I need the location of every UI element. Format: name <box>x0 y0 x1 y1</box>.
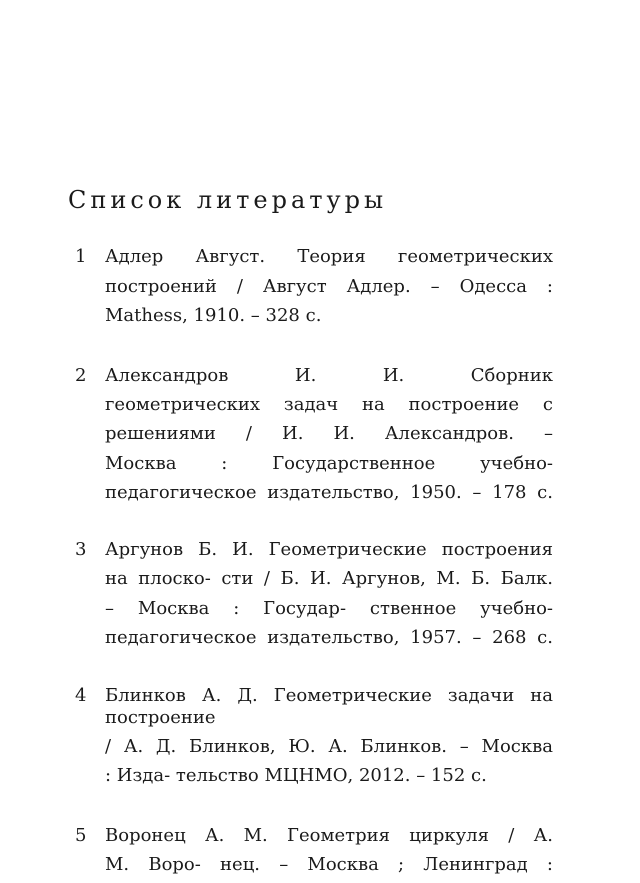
entry-line: педагогическое издательство, 1950. – 178 с. <box>105 482 553 503</box>
entry-line: – Москва : Государ- ственное учебно- <box>105 598 553 619</box>
entry-line: : Изда- тельство МЦНМО, 2012. – 152 с. <box>105 765 487 786</box>
entry-number: 1 <box>75 246 87 267</box>
entry-line: М. Воро- нец. – Москва ; Ленинград : <box>105 854 553 875</box>
entry-line: / А. Д. Блинков, Ю. А. Блинков. – Москва <box>105 736 553 757</box>
entry-line: построений / Август Адлер. – Одесса : <box>105 276 553 297</box>
entry-line: педагогическое издательство, 1957. – 268 с. <box>105 627 553 648</box>
entry-number: 4 <box>75 685 87 706</box>
entry-line: построение <box>105 707 216 728</box>
entry-line: Александров И. И. Сборник <box>105 365 553 386</box>
entry-line: Воронец А. М. Геометрия циркуля / А. <box>105 825 553 846</box>
entry-line: решениями / И. И. Александров. – <box>105 423 553 444</box>
bibliography-heading: Список литературы <box>68 186 388 214</box>
entry-line: Mathess, 1910. – 328 с. <box>105 305 322 326</box>
entry-line: Москва : Государственное учебно- <box>105 453 553 474</box>
entry-line: Адлер Август. Теория геометрических <box>105 246 553 267</box>
entry-line: на плоско- сти / Б. И. Аргунов, М. Б. Балк. <box>105 568 553 589</box>
entry-number: 3 <box>75 539 87 560</box>
entry-number: 2 <box>75 365 87 386</box>
entry-line: Аргунов Б. И. Геометрические построения <box>105 539 553 560</box>
entry-line: Блинков А. Д. Геометрические задачи на <box>105 685 553 706</box>
entry-line: геометрических задач на построение с <box>105 394 553 415</box>
entry-number: 5 <box>75 825 87 846</box>
